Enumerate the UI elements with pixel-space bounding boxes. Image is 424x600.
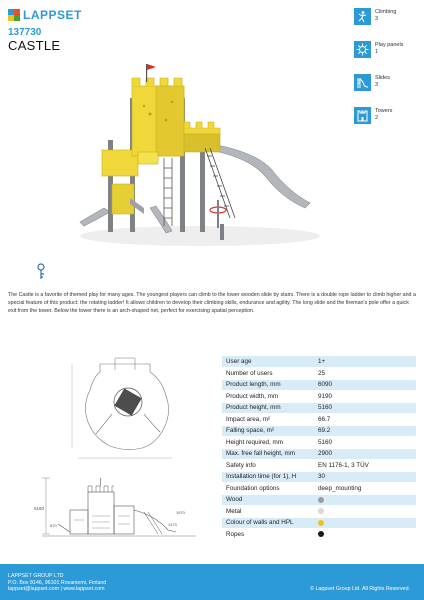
- feature-climbing: [354, 8, 420, 31]
- feature-label: Climbing: [375, 9, 397, 15]
- table-row: [222, 506, 416, 518]
- dimension-ladder: 1470: [168, 522, 177, 527]
- footer: [0, 564, 424, 600]
- feature-label: Play panels: [375, 42, 404, 48]
- spec-value: 69.2: [314, 425, 416, 437]
- spec-label: Safety info: [222, 460, 314, 472]
- dimension-height: 5160: [34, 506, 45, 511]
- spec-value: 25: [314, 368, 416, 380]
- metal-color-swatch: [318, 508, 324, 514]
- feature-count: 3: [375, 15, 379, 22]
- spec-value: 66.7: [314, 414, 416, 426]
- spec-label: Max. free fall height, mm: [222, 448, 314, 460]
- table-row: [222, 379, 416, 391]
- spec-label: Number of users: [222, 368, 314, 380]
- spec-label: Foundation options: [222, 483, 314, 495]
- feature-slides: [354, 74, 420, 97]
- footer-address: P.O. Box 8146, 96101 Rovaniemi, Finland: [8, 579, 107, 586]
- spec-value: 30: [314, 471, 416, 483]
- table-row: [222, 391, 416, 403]
- feature-list: [354, 8, 420, 140]
- product-code: 137730: [8, 27, 42, 38]
- table-row: [222, 471, 416, 483]
- table-row: [222, 448, 416, 460]
- footer-company-name: LAPPSET GROUP LTD: [8, 573, 64, 579]
- table-row: [222, 414, 416, 426]
- brand-name: LAPPSET: [23, 8, 82, 22]
- spec-value: EN 1176-1, 3 TÜV: [314, 460, 416, 472]
- spec-value: 9190: [314, 391, 416, 403]
- spec-label: Product length, mm: [222, 379, 314, 391]
- dimension-platform: 870: [50, 523, 57, 528]
- footer-copyright: © Lappset Group Ltd. All Rights Reserved.: [310, 586, 410, 592]
- side-elevation-drawing: [36, 476, 206, 538]
- spec-label: Installation time (for 1), H: [222, 471, 314, 483]
- material-label: Colour of walls and HPL: [222, 517, 314, 529]
- brand-logo: [8, 8, 82, 22]
- feature-count: 1: [375, 48, 379, 55]
- feature-count: 2: [375, 114, 379, 121]
- spec-value: 5160: [314, 437, 416, 449]
- climbing-icon: [354, 8, 371, 25]
- material-label: Wood: [222, 494, 314, 506]
- table-row: [222, 494, 416, 506]
- footer-company-info: [8, 573, 106, 593]
- feature-towers: [354, 107, 420, 130]
- play-panels-icon: [354, 41, 371, 58]
- product-description: The Castle is a favorite of themed play for many ages. The youngest players can climb to the lower wooden slide by stairs. There is a double rope ladder to climb higher and a special feature of this product: the rotating ladder! It allows children to develop their climbing skills, endurance and agility. The long slide and the fireman's pole offer a quick exit from the tower. Below the tower there is an arch-shaped net, perfect for exercising spatial perception.: [8, 292, 416, 315]
- table-row: [222, 402, 416, 414]
- footer-contact-link[interactable]: lappset@lappset.com | www.lappset.com: [8, 586, 105, 592]
- wood-color-swatch: [318, 497, 324, 503]
- feature-label: Towers: [375, 108, 393, 114]
- table-row: [222, 425, 416, 437]
- spec-label: Height required, mm: [222, 437, 314, 449]
- key-icon: [34, 263, 48, 281]
- spec-value: 6090: [314, 379, 416, 391]
- spec-table: [222, 356, 416, 541]
- product-illustration: [60, 58, 360, 258]
- table-row: [222, 437, 416, 449]
- spec-label: Product height, mm: [222, 402, 314, 414]
- spec-label: Impact area, m²: [222, 414, 314, 426]
- dimension-slide: 1970: [176, 510, 185, 515]
- feature-play-panels: [354, 41, 420, 64]
- spec-value: 5160: [314, 402, 416, 414]
- table-row: [222, 460, 416, 472]
- feature-count: 3: [375, 81, 379, 88]
- table-row: [222, 529, 416, 541]
- spec-value: deep_mounting: [314, 483, 416, 495]
- spec-label: Product width, mm: [222, 391, 314, 403]
- material-label: Metal: [222, 506, 314, 518]
- table-row: [222, 517, 416, 529]
- table-row: [222, 368, 416, 380]
- walls-color-swatch: [318, 520, 324, 526]
- ropes-color-swatch: [318, 531, 324, 537]
- spec-value: 1+: [314, 356, 416, 368]
- material-label: Ropes: [222, 529, 314, 541]
- table-row: [222, 483, 416, 495]
- brand-mark-icon: [8, 9, 20, 21]
- product-name: CASTLE: [8, 38, 61, 53]
- table-row: [222, 356, 416, 368]
- feature-label: Slides: [375, 75, 390, 81]
- spec-label: Falling space, m²: [222, 425, 314, 437]
- spec-label: User age: [222, 356, 314, 368]
- plan-drawing: [70, 350, 180, 460]
- spec-value: 2900: [314, 448, 416, 460]
